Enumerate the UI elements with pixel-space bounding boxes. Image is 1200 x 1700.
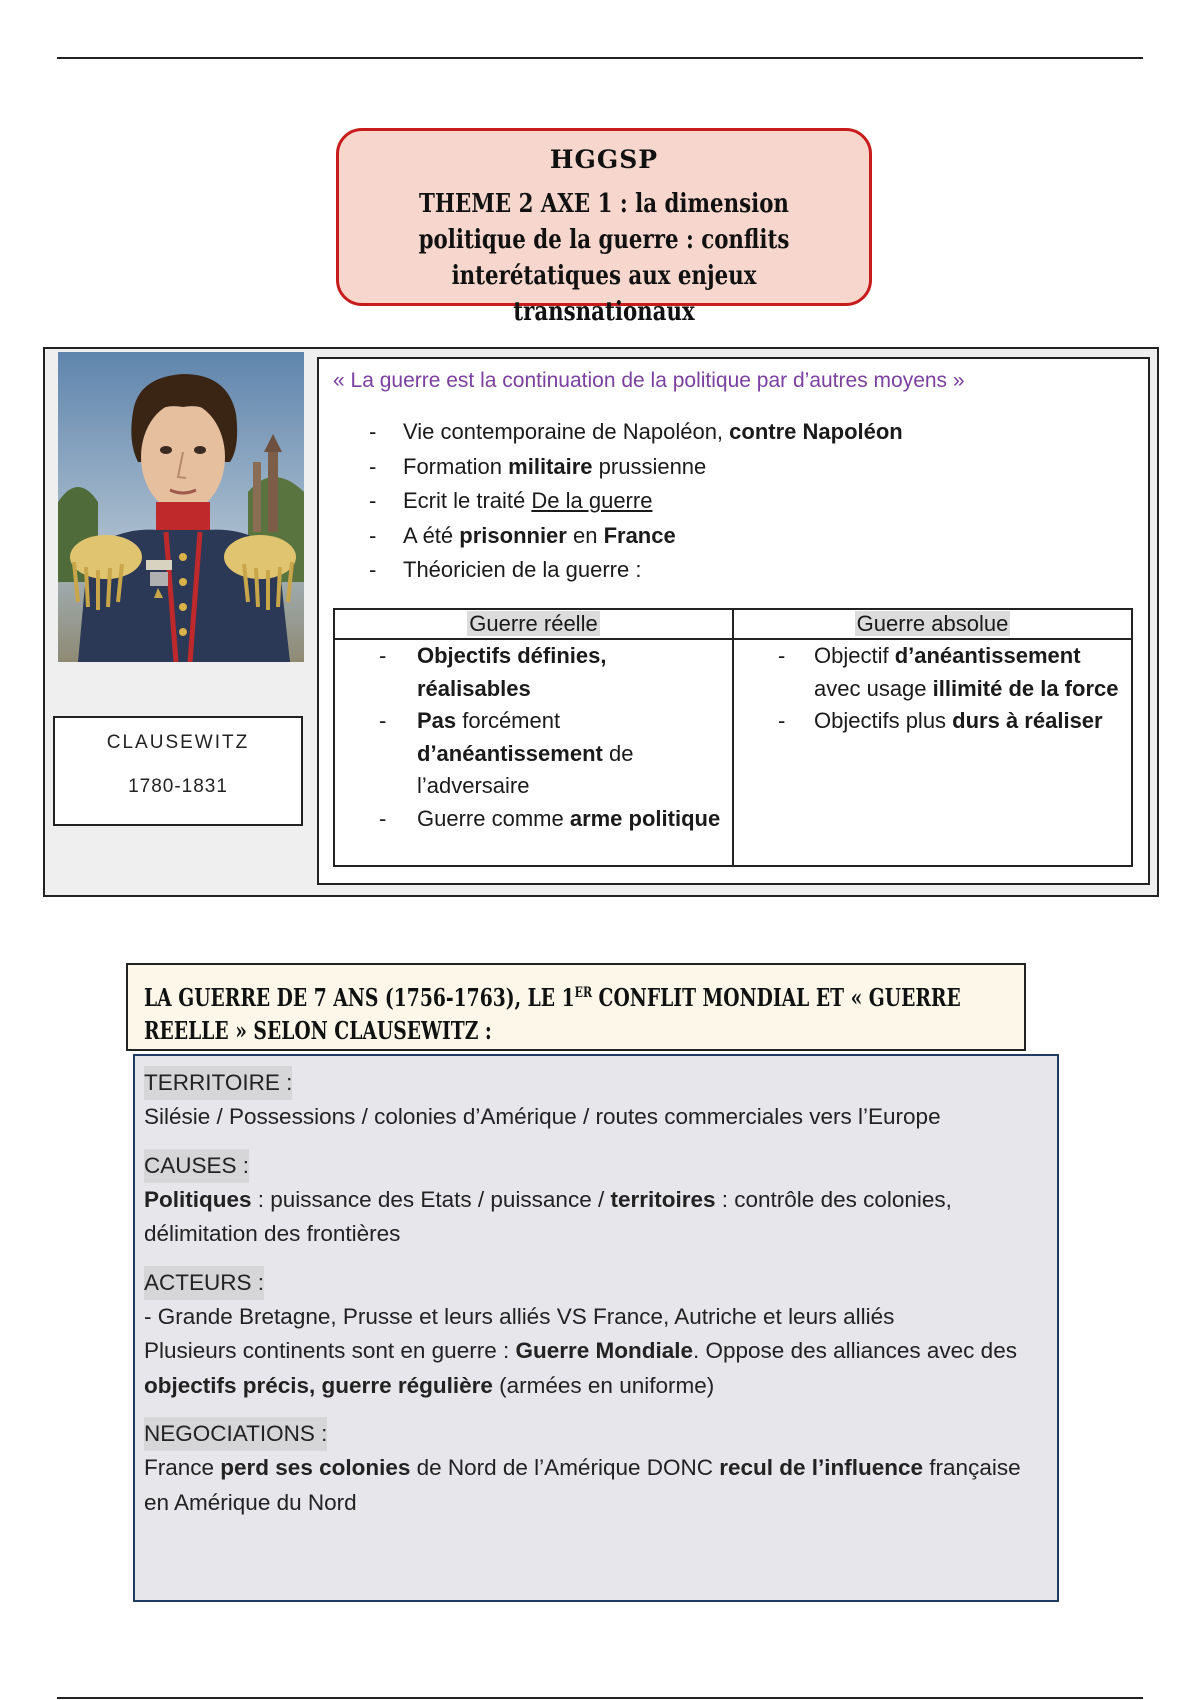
acteurs-label: ACTEURS : <box>144 1266 264 1300</box>
person-name: CLAUSEWITZ <box>106 732 250 753</box>
list-item: - Objectifs plus durs à réaliser <box>734 705 1131 738</box>
title-box <box>336 128 872 327</box>
negociations-label: NEGOCIATIONS : <box>144 1417 327 1451</box>
guerre-reelle-cell <box>334 639 733 866</box>
causes-text: Politiques : puissance des Etats / puissance / territoires : contrôle des colonies, délimitation des frontières <box>144 1186 952 1246</box>
bottom-rule <box>57 1697 1143 1699</box>
guerre-absolue-cell <box>733 639 1132 866</box>
territoire-text: Silésie / Possessions / colonies d’Amérique / routes commerciales vers l’Europe <box>144 1104 941 1129</box>
person-dates: 1780-1831 <box>128 776 228 797</box>
clausewitz-quote: « La guerre est la continuation de la politique par d’autres moyens » <box>333 369 965 392</box>
seven-years-war-heading: LA GUERRE DE 7 ANS (1756-1763), LE 1ER CONFLIT MONDIAL ET « GUERRE REELLE » SELON CLAUSEWITZ : <box>126 963 1026 1051</box>
list-item: - Ecrit le traité De la guerre <box>369 484 903 519</box>
negociations-text: France perd ses colonies de Nord de l’Amérique DONC recul de l’influence française en Amérique du Nord <box>144 1455 1021 1515</box>
list-item: - Pas forcément d’anéantissement de l’adversaire <box>335 705 732 803</box>
clausewitz-portrait <box>58 352 304 662</box>
clausewitz-content <box>317 357 1150 885</box>
name-box <box>53 716 303 826</box>
list-item: - Objectifs définies, réalisables <box>335 640 732 705</box>
list-item: - Vie contemporaine de Napoléon, contre Napoléon <box>369 415 903 450</box>
biography-list <box>369 415 903 588</box>
war-types-table <box>333 608 1133 867</box>
list-item: - Théoricien de la guerre : <box>369 553 903 588</box>
top-rule <box>57 57 1143 59</box>
list-item: - Guerre comme arme politique <box>335 803 732 836</box>
theme-title: THEME 2 AXE 1 : la dimension politique de la guerre : conflits interétatiques aux enjeux transnationaux <box>418 189 790 327</box>
subject-title: HGGSP <box>549 145 659 174</box>
table-header-guerre-absolue: Guerre absolue <box>733 609 1132 639</box>
territoire-label: TERRITOIRE : <box>144 1066 292 1100</box>
acteurs-text: - Grande Bretagne, Prusse et leurs alliés VS France, Autriche et leurs alliés Plusieurs continents sont en guerre : Guerre Mondiale. Oppose des alliances avec des objectifs précis, guerre régulière (armées en uniforme) <box>144 1303 1017 1398</box>
causes-label: CAUSES : <box>144 1149 249 1183</box>
list-item: - Formation militaire prussienne <box>369 450 903 485</box>
seven-years-war-body <box>133 1054 1059 1602</box>
table-header-guerre-reelle: Guerre réelle <box>334 609 733 639</box>
list-item: - A été prisonnier en France <box>369 519 903 554</box>
list-item: - Objectif d’anéantissement avec usage illimité de la force <box>734 640 1131 705</box>
